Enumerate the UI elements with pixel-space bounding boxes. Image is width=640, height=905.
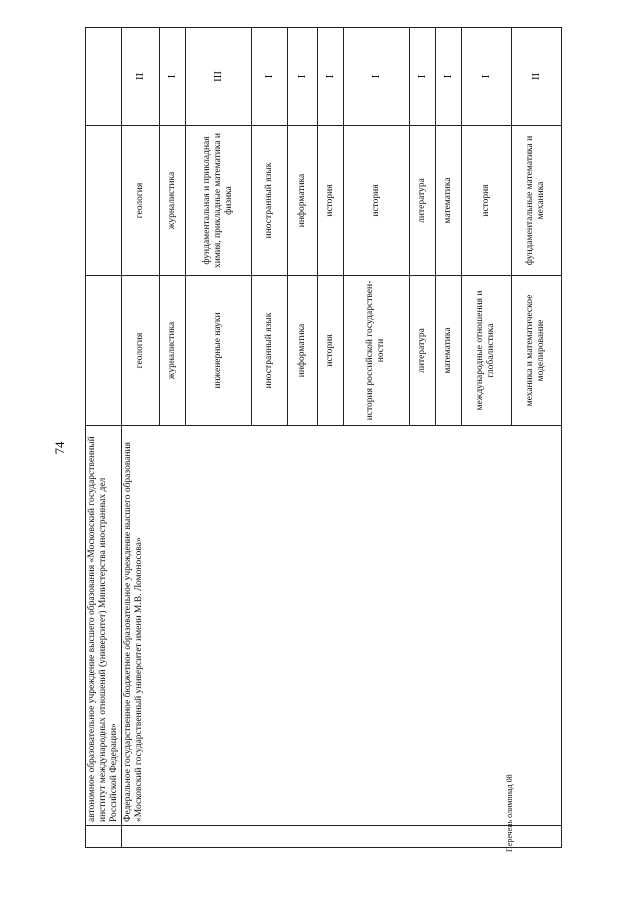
subject-cell: геология [121,276,159,426]
table-cell [86,126,122,276]
profile-cell: история [461,126,511,276]
level-cell: I [435,28,461,126]
org-cell: автономное образовательное учреждение высшего образования «Московский государственный институт международных отношений (университет) Министерства иностранных дел Российской Федерации» [86,426,122,826]
table-cell [121,826,561,848]
table-cell [86,276,122,426]
footer-note: Перечень олимпиад 08 [505,774,514,852]
profile-cell: фундаментальные математика и механика [511,126,561,276]
profile-cell: математика [435,126,461,276]
subject-cell: история российской государствен-ности [343,276,409,426]
profile-cell: журналистика [159,126,185,276]
level-cell: I [159,28,185,126]
table-cell [86,826,122,848]
subject-cell: инженерные науки [185,276,251,426]
profile-cell: история [343,126,409,276]
subject-cell: математика [435,276,461,426]
table-row [121,28,159,848]
level-cell: I [409,28,435,126]
level-cell: II [121,28,159,126]
subject-cell: иностранный язык [251,276,287,426]
subject-cell: литература [409,276,435,426]
level-cell: I [317,28,343,126]
table-cell [86,28,122,126]
subject-cell: журналистика [159,276,185,426]
profile-cell: фундаментальная и прикладная химия, прикладные математика и физика [185,126,251,276]
table-row [86,28,122,848]
page-number: 74 [52,441,67,455]
level-cell: I [461,28,511,126]
subject-cell: информатика [287,276,317,426]
profile-cell: история [317,126,343,276]
subject-cell: история [317,276,343,426]
subject-cell: механика и математическое моделирование [511,276,561,426]
profile-cell: иностранный язык [251,126,287,276]
profile-cell: информатика [287,126,317,276]
level-cell: I [287,28,317,126]
level-cell: I [343,28,409,126]
level-cell: III [185,28,251,126]
org-cell: Федеральное государственное бюджетное образовательное учреждение высшего образования «Московский государственный университет имени М.В. Ломоносова» [121,426,561,826]
profile-cell: литература [409,126,435,276]
subject-cell: международные отношения и глобалистика [461,276,511,426]
level-cell: II [511,28,561,126]
level-cell: I [251,28,287,126]
olympiad-table [85,28,555,848]
profile-cell: геология [121,126,159,276]
